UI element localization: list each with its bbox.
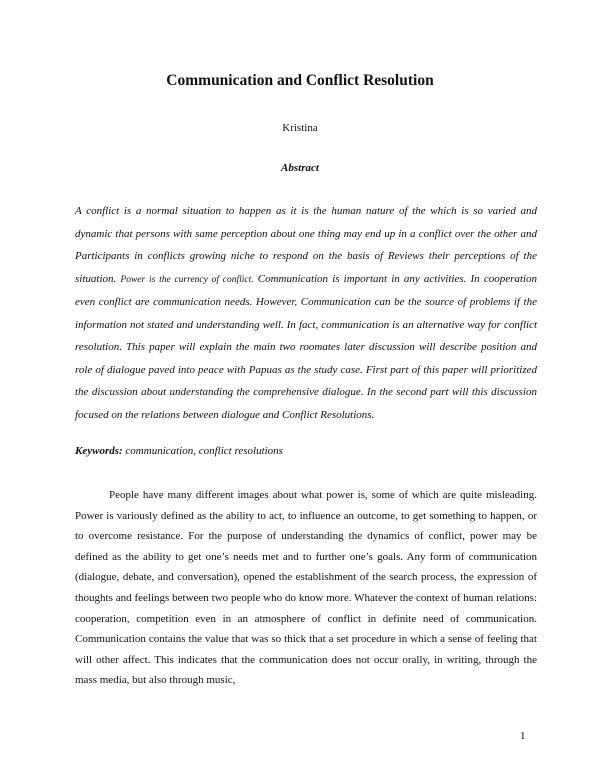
- keywords-text: communication, conflict resolutions: [125, 445, 283, 457]
- abstract-heading: Abstract: [281, 162, 319, 174]
- abstract-part-2: Communication is important in any activities. In cooperation even conflict are communication needs. However, Communication can be the source of problems if the information not stated and understanding well. In fact, communication is an alternative way for conflict resolution. This paper will explain the main two roomates later discussion will describe position and role of dialogue paved into peace with Papuas as the study case. First part of this paper will prioritized the discussion about understanding the comprehensive dialogue. In the second part will this discussion focused on the relations between dialogue and Conflict Resolutions.: [75, 272, 537, 421]
- paper-title: Communication and Conflict Resolution: [166, 72, 434, 89]
- abstract-part-1: A conflict is a normal situation to happen as it is the human nature of the which is so varied and dynamic that persons with same perception about one thing may end up in a conflict over the other and Participants in conflicts growing niche to respond on the basis of Reviews their perceptions of the situation.: [75, 205, 537, 285]
- keywords-line: [75, 445, 537, 457]
- author-name: Kristina: [282, 122, 318, 134]
- page-number: 1: [520, 730, 526, 742]
- abstract-quote: Power is the currency of conflict.: [120, 274, 254, 285]
- abstract-text: [75, 200, 537, 426]
- body-paragraph: People have many different images about what power is, some of which are quite misleading. Power is variously defined as the ability to act, to influence an outcome, to get something to happen, or to overcome resistance. For the purpose of understanding the dynamics of conflict, power may be defined as the ability to get one’s needs met and to further one’s goals. Any form of communication (dialogue, debate, and conversation), opened the establishment of the search process, the expression of thoughts and feelings between two people who do know more. Whatever the context of human relations: cooperation, competition even in an atmosphere of conflict in definite need of communication. Communication contains the value that was so thick that a set procedure in which a sense of feeling that will other affect. This indicates that the communication does not occur orally, in writing, through the mass media, but also through music,: [75, 489, 537, 687]
- keywords-label: Keywords:: [75, 445, 123, 457]
